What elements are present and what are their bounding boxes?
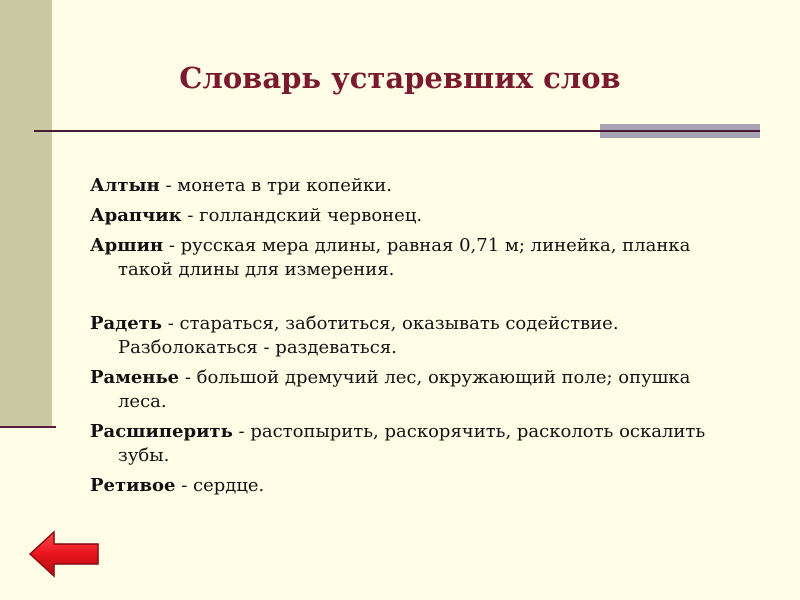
dictionary-entry — [90, 312, 740, 360]
slide-title: Словарь устаревших слов — [179, 61, 621, 95]
entry-term: Ретивое — [90, 475, 176, 496]
entry-term: Радеть — [90, 313, 163, 334]
left-arrow-icon — [30, 532, 98, 576]
entry-term: Аршин — [90, 235, 164, 256]
dictionary-entry — [90, 234, 740, 282]
dictionary-entry — [90, 366, 740, 414]
dictionary-entry — [90, 204, 740, 228]
title-divider-block-line — [600, 130, 760, 132]
dictionary-list — [90, 174, 740, 504]
entry-term: Раменье — [90, 367, 180, 388]
entry-term: Расшиперить — [90, 421, 233, 442]
entry-definition: - стараться, заботиться, оказывать содействие. Разболокаться - раздеваться. — [118, 313, 619, 358]
entry-definition: - монета в три копейки. — [159, 175, 392, 196]
entry-definition: - русская мера длины, равная 0,71 м; линейка, планка такой длины для измерения. — [118, 235, 691, 280]
dictionary-entry — [90, 420, 740, 468]
dictionary-entry — [90, 174, 740, 198]
entry-definition: - голландский червонец. — [181, 205, 423, 226]
sidebar-bottom-line — [0, 426, 56, 428]
dictionary-entry — [90, 474, 740, 498]
title-divider-line — [34, 130, 600, 132]
entry-definition: - растопырить, раскорячить, расколоть оскалить зубы. — [118, 421, 706, 466]
entry-term: Алтын — [90, 175, 160, 196]
entry-definition: - сердце. — [175, 475, 265, 496]
entry-definition: - большой дремучий лес, окружающий поле; опушка леса. — [118, 367, 691, 412]
back-arrow-button[interactable] — [28, 530, 100, 578]
entry-term: Арапчик — [90, 205, 182, 226]
